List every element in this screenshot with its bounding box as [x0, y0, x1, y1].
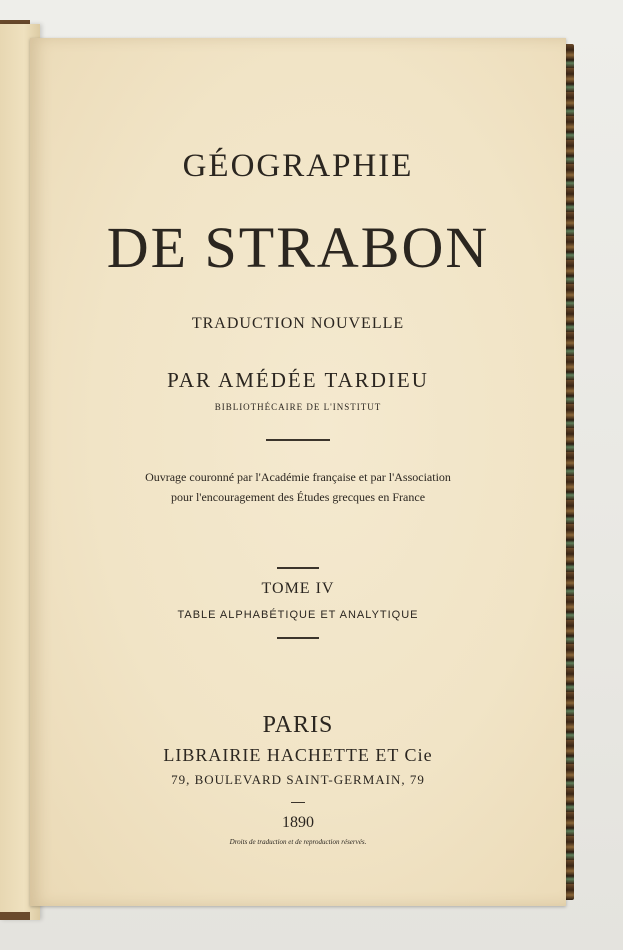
- author: PAR AMÉDÉE TARDIEU: [167, 368, 429, 392]
- address: 79, BOULEVARD SAINT-GERMAIN, 79: [171, 772, 425, 787]
- publisher: LIBRAIRIE HACHETTE ET Cie: [163, 745, 433, 765]
- volume: TOME IV: [261, 580, 335, 597]
- award-line-2: pour l'encouragement des Études grecques en France: [170, 490, 426, 504]
- left-cover-bottom: [0, 912, 30, 920]
- divider-rule: [277, 567, 319, 569]
- author-role: BIBLIOTHÉCAIRE DE L'INSTITUT: [214, 402, 382, 412]
- divider-rule: [277, 637, 319, 639]
- divider-rule: [266, 439, 330, 441]
- city: PARIS: [262, 712, 334, 738]
- rights-notice: Droits de traduction et de reproduction réservés.: [229, 838, 367, 846]
- title-line-2: DE STRABON: [106, 215, 490, 280]
- volume-subtitle: TABLE ALPHABÉTIQUE ET ANALYTIQUE: [177, 609, 419, 621]
- title-page: [30, 38, 566, 906]
- title-line-1: GÉOGRAPHIE: [182, 148, 414, 184]
- award-line-1: Ouvrage couronné par l'Académie française et par l'Association: [145, 470, 451, 484]
- year: 1890: [282, 814, 314, 831]
- subtitle: TRADUCTION NOUVELLE: [191, 315, 405, 332]
- divider-rule: [291, 802, 305, 803]
